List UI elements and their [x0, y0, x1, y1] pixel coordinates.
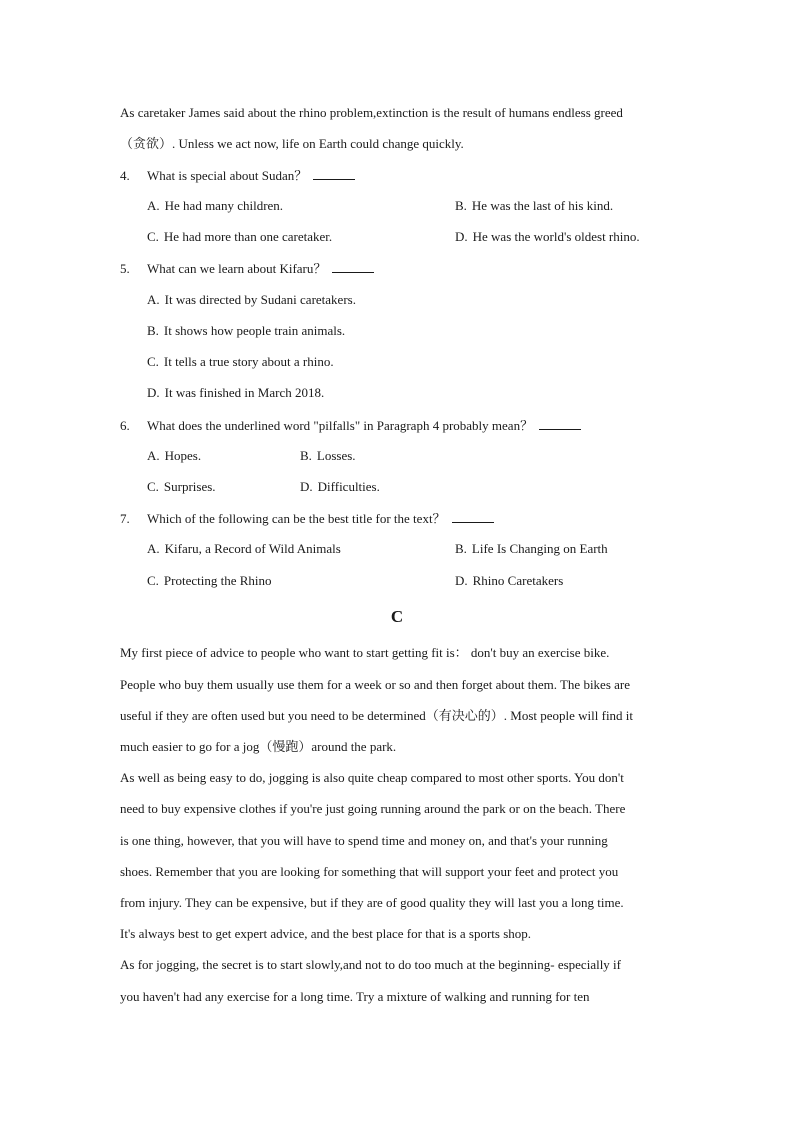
question-number: 6.: [120, 418, 130, 433]
question-text-wrap: [147, 260, 374, 277]
option-text: He had more than one caretaker.: [163, 229, 333, 244]
option-a[interactable]: [147, 448, 201, 464]
option-d[interactable]: [300, 479, 380, 495]
answer-blank[interactable]: [539, 417, 581, 430]
passage-line: People who buy them usually use them for a week or so and then forget about them. The bikes are: [120, 677, 631, 692]
passage-line: As well as being easy to do, jogging is also quite cheap compared to most other sports. You don't: [120, 770, 624, 785]
option-d[interactable]: [455, 573, 563, 589]
option-letter: A.: [147, 292, 160, 307]
intro-line-2: （贪欲）. Unless we act now, life on Earth could change quickly.: [120, 136, 464, 151]
option-b[interactable]: [455, 198, 613, 214]
passage-line: shoes. Remember that you are looking for something that will support your feet and protect you: [120, 864, 619, 879]
option-letter: D.: [300, 479, 313, 494]
option-c[interactable]: [147, 479, 216, 495]
option-text: Difficulties.: [317, 479, 380, 494]
passage-line: need to buy expensive clothes if you're just going running around the park or on the beach. There: [120, 801, 626, 816]
option-text: Hopes.: [164, 448, 202, 463]
passage-line: much easier to go for a jog（慢跑）around the park.: [120, 739, 397, 754]
passage-line: useful if they are often used but you need to be determined（有决心的）. Most people will find it: [120, 708, 634, 723]
intro-line-1: As caretaker James said about the rhino problem,extinction is the result of humans endless greed: [120, 105, 623, 120]
option-d[interactable]: [455, 229, 640, 245]
passage-line: It's always best to get expert advice, and the best place for that is a sports shop.: [120, 926, 532, 941]
question-text: What does the underlined word "pilfalls" in Paragraph 4 probably mean？: [147, 418, 534, 433]
option-letter: C.: [147, 573, 159, 588]
question-text: What can we learn about Kifaru？: [147, 261, 327, 276]
option-letter: C.: [147, 229, 159, 244]
option-letter: B.: [300, 448, 312, 463]
option-a[interactable]: [147, 292, 356, 308]
option-text: Losses.: [316, 448, 356, 463]
option-letter: A.: [147, 198, 160, 213]
option-b[interactable]: [455, 541, 608, 557]
option-text: It was finished in March 2018.: [164, 385, 325, 400]
option-text: He was the world's oldest rhino.: [472, 229, 640, 244]
option-letter: B.: [455, 541, 467, 556]
option-text: It was directed by Sudani caretakers.: [164, 292, 356, 307]
option-text: He had many children.: [164, 198, 284, 213]
option-a[interactable]: [147, 198, 283, 214]
passage-line: is one thing, however, that you will have to spend time and money on, and that's your running: [120, 833, 608, 848]
option-c[interactable]: [147, 573, 272, 589]
option-text: Life Is Changing on Earth: [471, 541, 608, 556]
question-text: What is special about Sudan？: [147, 168, 308, 183]
passage-line: you haven't had any exercise for a long time. Try a mixture of walking and running for ten: [120, 989, 590, 1004]
option-text: Protecting the Rhino: [163, 573, 272, 588]
option-letter: A.: [147, 541, 160, 556]
option-letter: B.: [147, 323, 159, 338]
option-letter: C.: [147, 479, 159, 494]
option-text: Kifaru, a Record of Wild Animals: [164, 541, 341, 556]
option-letter: C.: [147, 354, 159, 369]
option-letter: D.: [147, 385, 160, 400]
passage-line: As for jogging, the secret is to start slowly,and not to do too much at the beginning- especially if: [120, 957, 622, 972]
option-letter: B.: [455, 198, 467, 213]
option-c[interactable]: [147, 354, 334, 370]
question-number: 4.: [120, 168, 130, 183]
answer-blank[interactable]: [332, 260, 374, 273]
option-a[interactable]: [147, 541, 341, 557]
option-text: It tells a true story about a rhino.: [163, 354, 334, 369]
question-text-wrap: [147, 417, 581, 434]
question-text-wrap: [147, 510, 494, 527]
option-b[interactable]: [147, 323, 345, 339]
question-text: Which of the following can be the best title for the text？: [147, 511, 446, 526]
option-letter: D.: [455, 229, 468, 244]
option-text: It shows how people train animals.: [163, 323, 346, 338]
question-text-wrap: [147, 167, 355, 184]
option-text: He was the last of his kind.: [471, 198, 614, 213]
option-letter: D.: [455, 573, 468, 588]
passage-line: My first piece of advice to people who want to start getting fit is： don't buy an exercise bike.: [120, 645, 610, 660]
option-text: Surprises.: [163, 479, 216, 494]
option-d[interactable]: [147, 385, 324, 401]
option-letter: A.: [147, 448, 160, 463]
answer-blank[interactable]: [313, 167, 355, 180]
option-b[interactable]: [300, 448, 356, 464]
option-c[interactable]: [147, 229, 332, 245]
passage-line: from injury. They can be expensive, but if they are of good quality they will last you a long time.: [120, 895, 624, 910]
question-number: 7.: [120, 511, 130, 526]
section-title: C: [390, 607, 404, 626]
answer-blank[interactable]: [452, 510, 494, 523]
option-text: Rhino Caretakers: [472, 573, 564, 588]
question-number: 5.: [120, 261, 130, 276]
